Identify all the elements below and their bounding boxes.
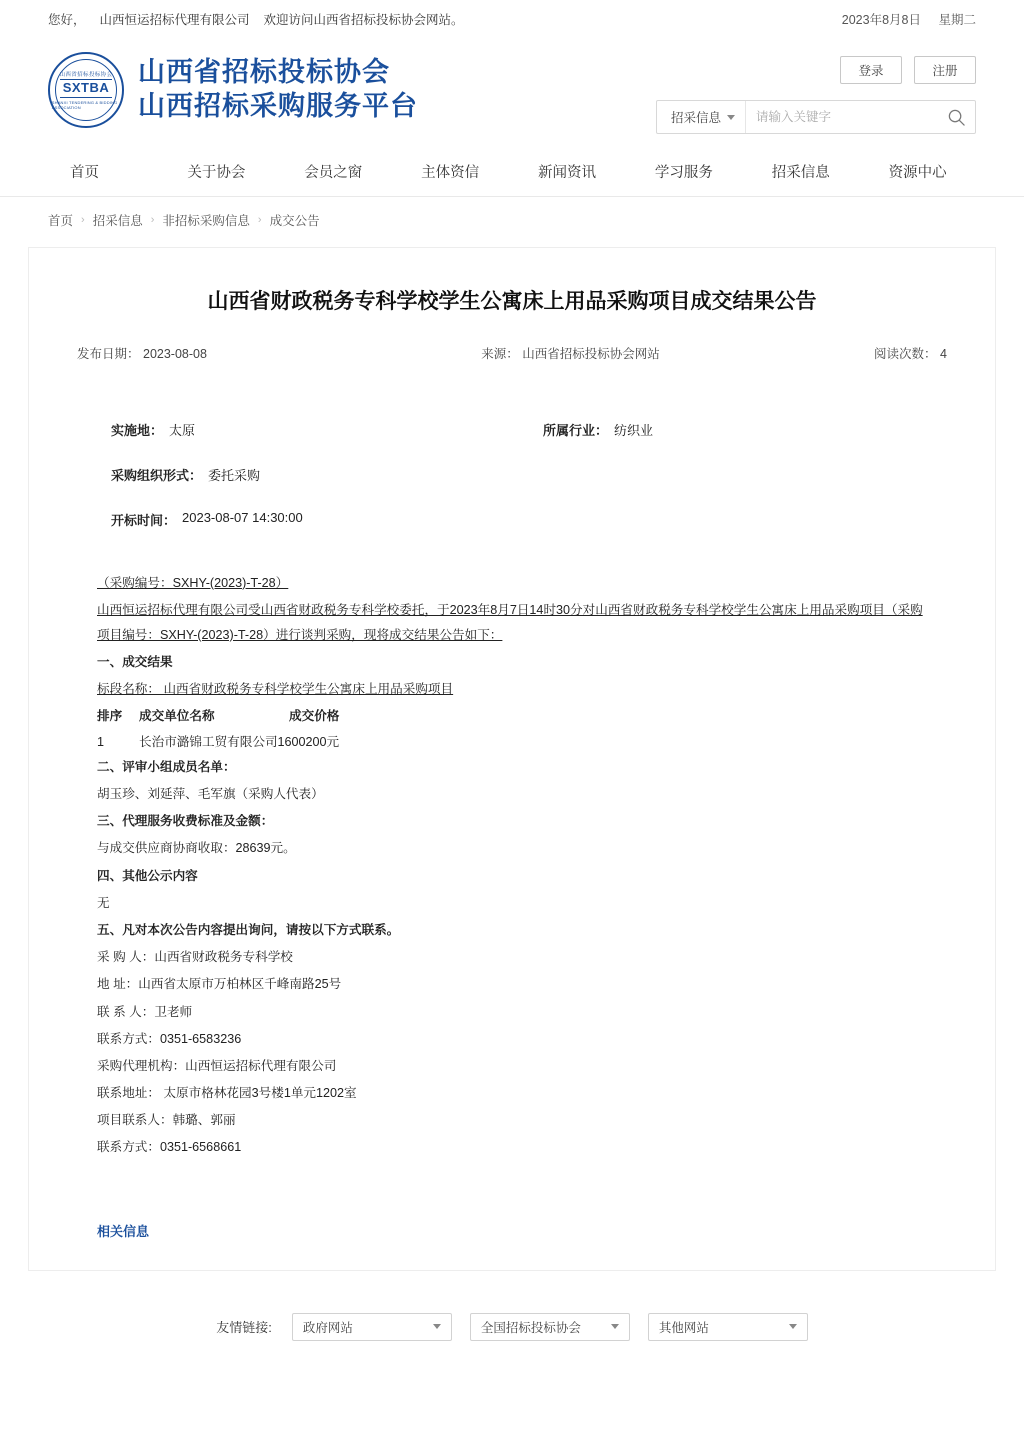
page-title: 山西省财政税务专科学校学生公寓床上用品采购项目成交结果公告	[207, 289, 817, 313]
row-supplier: 长治市潞锦工贸有限公司	[139, 734, 278, 749]
breadcrumb-separator-icon: ›	[150, 214, 155, 226]
org-form-label: 采购组织形式：	[111, 467, 203, 483]
open-time-label: 开标时间：	[111, 512, 177, 528]
nav-item-about[interactable]: 关于协会	[187, 164, 246, 181]
logo-top-text: 山西省招标投标协会	[59, 72, 113, 79]
section-2-heading: 二、评审小组成员名单：	[97, 759, 236, 774]
brand-text-block	[138, 58, 418, 121]
welcome-text: 欢迎访问山西省招标投标协会网站。	[263, 13, 464, 27]
industry-value: 纺织业	[613, 422, 653, 438]
section-3-body: 与成交供应商协商收取：28639元。	[97, 841, 296, 856]
footer-select-government-label: 政府网站	[302, 1320, 353, 1335]
footer-select-national-association-label: 全国招标投标协会	[480, 1320, 581, 1335]
site-header	[0, 38, 1024, 146]
top-bar-greeting-group	[48, 10, 464, 28]
source-label: 来源：	[481, 346, 519, 361]
search-category-label: 招采信息	[671, 111, 722, 125]
breadcrumb-separator-icon: ›	[257, 214, 262, 226]
location-label: 实施地：	[111, 422, 164, 438]
association-logo-icon	[48, 52, 124, 128]
nav-item-resources[interactable]: 资源中心	[888, 164, 947, 181]
current-weekday: 星期二	[938, 13, 976, 27]
chevron-down-icon	[727, 115, 735, 120]
related-info-link[interactable]: 相关信息	[97, 1223, 150, 1239]
intro-paragraph: 山西恒运招标代理有限公司受山西省财政税务专科学校委托，于2023年8月7日14时30分对山西省财政税务专科学校学生公寓床上用品采购项目（采购项目编号：SXHY-(2023)-T-28）进行谈判采购，现将成交结果公告如下：	[97, 602, 923, 642]
project-contact-person: 项目联系人：韩璐、郭丽	[97, 1113, 236, 1128]
logo-bottom-text: SHANXI TENDERING & BIDDING ASSOCIATION	[51, 99, 118, 110]
search-category-select[interactable]	[657, 101, 746, 133]
nav-item-members[interactable]: 会员之窗	[304, 164, 363, 181]
section-1-heading: 一、成交结果	[97, 655, 173, 670]
chevron-down-icon	[433, 1324, 441, 1329]
agency-name: 采购代理机构：山西恒运招标代理有限公司	[97, 1058, 337, 1073]
publish-date-value: 2023-08-08	[143, 346, 207, 361]
site-brand[interactable]	[48, 52, 418, 128]
open-time-value: 2023-08-07 14:30:00	[182, 509, 303, 525]
brand-title-line1: 山西省招标投标协会	[138, 57, 390, 89]
friendly-links-label: 友情链接:	[216, 1320, 272, 1336]
top-bar	[0, 0, 1024, 38]
breadcrumb	[0, 197, 1024, 239]
nav-item-learning[interactable]: 学习服务	[654, 164, 713, 181]
user-company-name: 山西恒运招标代理有限公司	[99, 13, 250, 27]
publish-date-group	[77, 344, 207, 362]
agency-address: 联系地址： 太原市格林花园3号楼1单元1202室	[97, 1086, 357, 1101]
breadcrumb-separator-icon: ›	[81, 214, 85, 226]
industry-label: 所属行业：	[542, 422, 608, 438]
table-header-rank: 排序	[97, 709, 123, 724]
breadcrumb-item-result-notice: 成交公告	[269, 214, 320, 228]
nav-item-bidding-info[interactable]: 招采信息	[771, 164, 830, 181]
source-group	[481, 344, 660, 362]
views-label: 阅读次数：	[874, 346, 937, 361]
logo-inner-ring	[55, 59, 117, 121]
current-date: 2023年8月8日	[841, 13, 921, 27]
search-input[interactable]	[746, 101, 937, 133]
procurement-number-line: （采购编号：SXHY-(2023)-T-28）	[97, 575, 289, 590]
section-2-body: 胡玉珍、刘延萍、毛军旗（采购人代表）	[97, 787, 324, 801]
industry-group	[543, 420, 943, 439]
search-button[interactable]	[937, 101, 975, 133]
chevron-down-icon	[611, 1324, 619, 1329]
footer-select-other[interactable]	[648, 1313, 808, 1341]
nav-item-home[interactable]: 首页	[70, 164, 99, 181]
breadcrumb-item-home[interactable]: 首页	[48, 214, 74, 228]
breadcrumb-item-bidding-info[interactable]: 招采信息	[92, 214, 143, 228]
footer-select-other-label: 其他网站	[658, 1320, 709, 1335]
section-4-heading: 四、其他公示内容	[97, 868, 198, 883]
views-group	[874, 344, 947, 362]
chevron-down-icon	[789, 1324, 797, 1329]
info-row-location-industry	[111, 420, 943, 439]
footer-links	[0, 1271, 1024, 1369]
article-card	[28, 247, 996, 1271]
top-bar-date-group	[828, 10, 976, 28]
table-header-supplier: 成交单位名称	[139, 709, 215, 724]
breadcrumb-item-non-tender[interactable]: 非招标采购信息	[162, 214, 250, 228]
publish-date-label: 发布日期：	[77, 346, 140, 361]
info-row-org-form	[111, 465, 943, 484]
contact-purchaser: 采 购 人：山西省财政税务专科学校	[97, 950, 293, 965]
table-header-price: 成交价格	[289, 709, 340, 724]
login-button[interactable]: 登录	[840, 56, 902, 84]
views-count: 4	[940, 346, 947, 361]
source-value: 山西省招标投标协会网站	[522, 346, 660, 361]
result-table-header	[97, 704, 933, 729]
location-value: 太原	[169, 422, 196, 438]
header-right-group	[656, 52, 976, 134]
contact-person: 联 系 人：卫老师	[97, 1004, 193, 1019]
section-5-heading: 五、凡对本次公告内容提出询问，请按以下方式联系。	[97, 922, 400, 937]
main-nav	[0, 146, 1024, 196]
contact-address: 地 址：山西省太原市万柏林区千峰南路25号	[97, 977, 342, 992]
footer-select-government[interactable]	[292, 1313, 452, 1341]
search-bar	[656, 100, 976, 134]
row-rank: 1	[97, 734, 105, 749]
project-info-block	[69, 420, 955, 529]
brand-title-line2: 山西招标采购服务平台	[138, 91, 418, 122]
article-body	[69, 571, 955, 1161]
footer-select-national-association[interactable]	[470, 1313, 630, 1341]
row-price: 1600200元	[277, 734, 340, 749]
contact-phone: 联系方式：0351-6583236	[97, 1031, 242, 1046]
section-3-heading: 三、代理服务收费标准及金额：	[97, 814, 274, 829]
register-button[interactable]: 注册	[914, 56, 976, 84]
org-form-value: 委托采购	[208, 467, 261, 483]
table-row	[97, 730, 933, 755]
logo-abbreviation: SXTBA	[60, 79, 113, 97]
lot-name-line: 标段名称： 山西省财政税务专科学校学生公寓床上用品采购项目	[97, 682, 454, 697]
nav-item-entity-credit[interactable]: 主体资信	[421, 164, 480, 181]
agency-phone: 联系方式：0351-6568661	[97, 1140, 242, 1155]
nav-item-news[interactable]: 新闻资讯	[538, 164, 596, 181]
section-4-body: 无	[97, 895, 110, 910]
greeting-text: 您好，	[48, 13, 86, 27]
auth-buttons	[840, 56, 976, 84]
article-meta	[69, 344, 955, 362]
info-row-open-time	[111, 510, 943, 529]
search-icon	[947, 108, 966, 127]
